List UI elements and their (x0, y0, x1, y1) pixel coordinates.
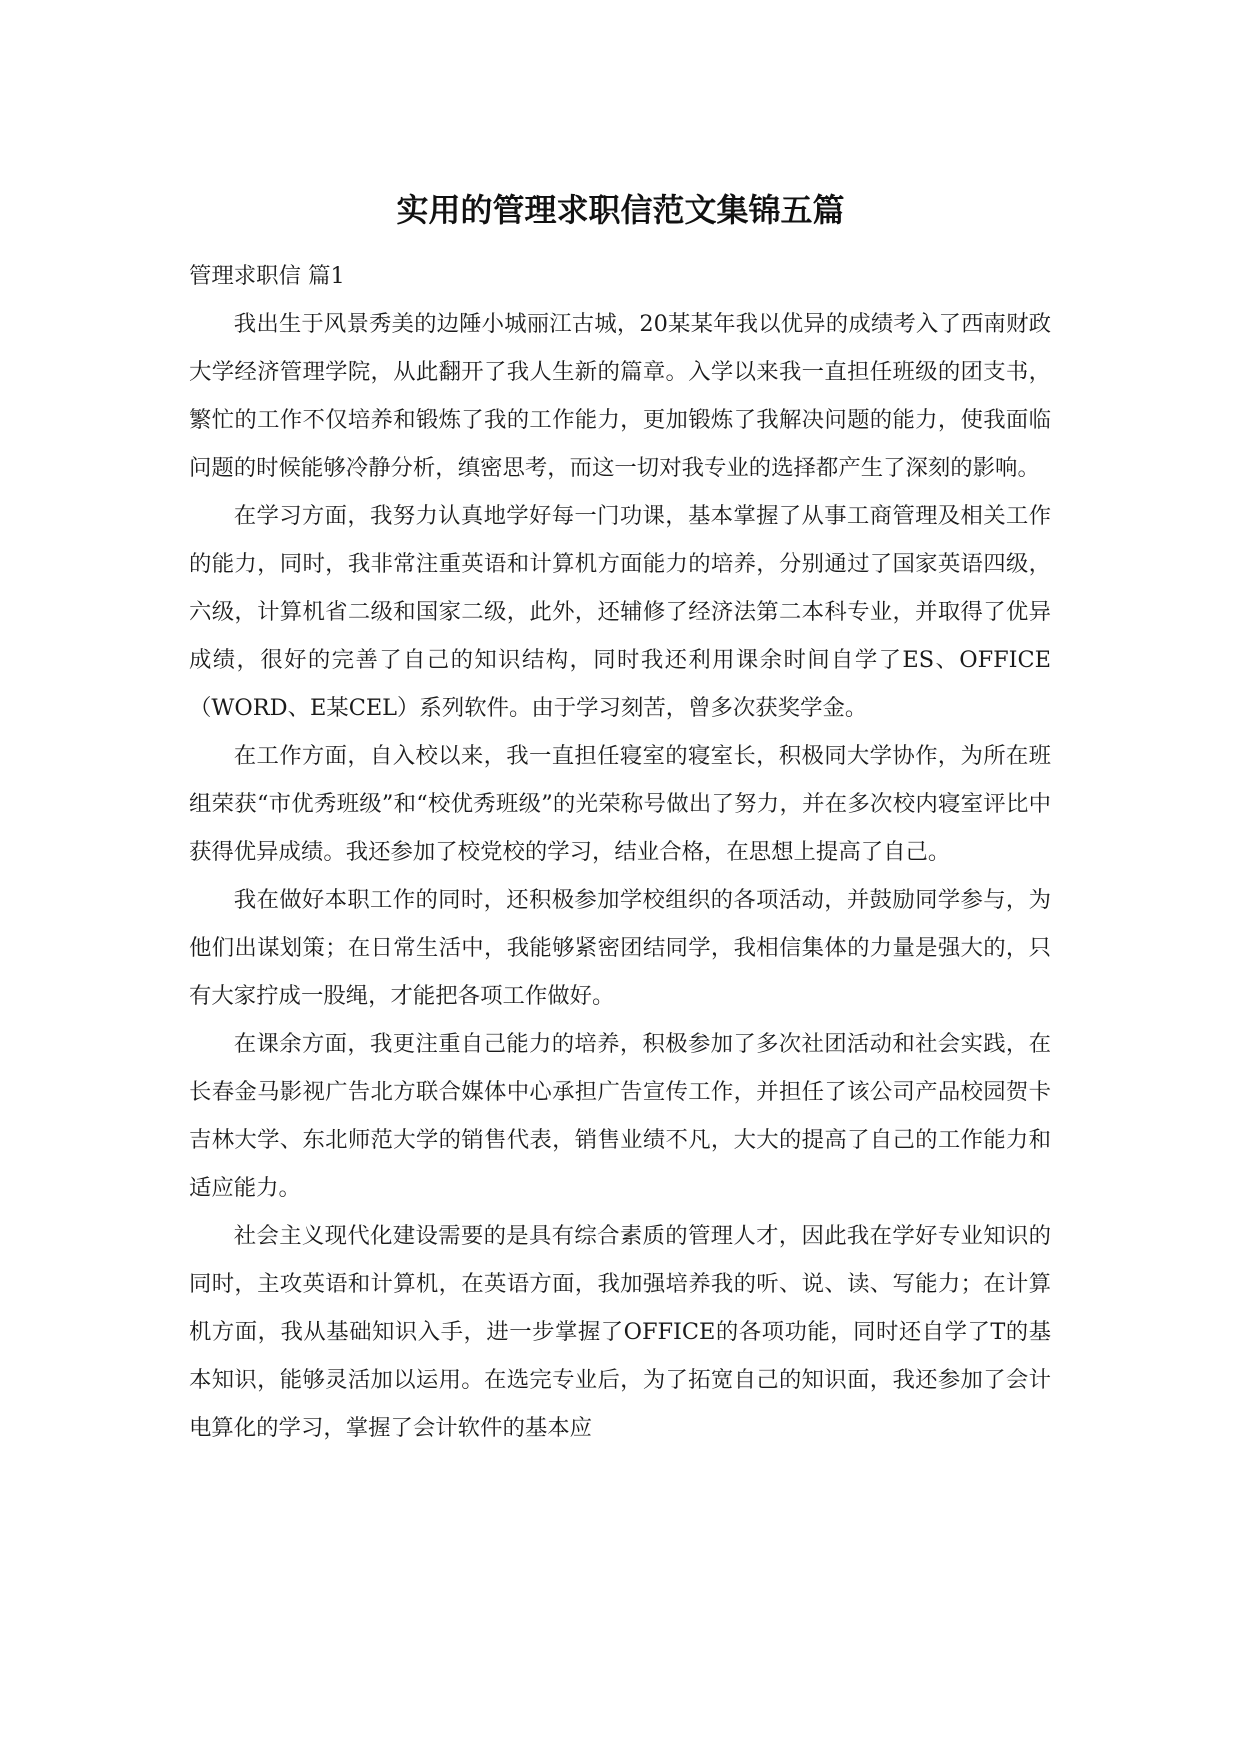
paragraph-1: 我出生于风景秀美的边陲小城丽江古城，20某某年我以优异的成绩考入了西南财政大学经济管理学院，从此翻开了我人生新的篇章。入学以来我一直担任班级的团支书，繁忙的工作不仅培养和锻炼了我的工作能力，更加锻炼了我解决问题的能力，使我面临问题的时候能够冷静分析，缜密思考，而这一切对我专业的选择都产生了深刻的影响。 (189, 311, 1051, 481)
paragraph-5: 在课余方面，我更注重自己能力的培养，积极参加了多次社团活动和社会实践，在长春金马影视广告北方联合媒体中心承担广告宣传工作，并担任了该公司产品校园贺卡吉林大学、东北师范大学的销售代表，销售业绩不凡，大大的提高了自己的工作能力和适应能力。 (189, 1031, 1051, 1201)
document-title: 实用的管理求职信范文集锦五篇 (396, 191, 845, 229)
paragraph-2: 在学习方面，我努力认真地学好每一门功课，基本掌握了从事工商管理及相关工作的能力，同时，我非常注重英语和计算机方面能力的培养，分别通过了国家英语四级，六级，计算机省二级和国家二级，此外，还辅修了经济法第二本科专业，并取得了优异成绩，很好的完善了自己的知识结构，同时我还利用课余时间自学了ES、OFFICE（WORD、E某CEL）系列软件。由于学习刻苦，曾多次获奖学金。 (189, 503, 1051, 721)
paragraph-3: 在工作方面，自入校以来，我一直担任寝室的寝室长，积极同大学协作，为所在班组荣获“市优秀班级”和“校优秀班级”的光荣称号做出了努力，并在多次校内寝室评比中获得优异成绩。我还参加了校党校的学习，结业合格，在思想上提高了自己。 (189, 743, 1051, 865)
section-heading: 管理求职信 篇1 (189, 263, 345, 289)
paragraph-6: 社会主义现代化建设需要的是具有综合素质的管理人才，因此我在学好专业知识的同时，主攻英语和计算机，在英语方面，我加强培养我的听、说、读、写能力；在计算机方面，我从基础知识入手，进一步掌握了OFFICE的各项功能，同时还自学了T的基本知识，能够灵活加以运用。在选完专业后，为了拓宽自己的知识面，我还参加了会计电算化的学习，掌握了会计软件的基本应 (189, 1223, 1051, 1441)
paragraph-4: 我在做好本职工作的同时，还积极参加学校组织的各项活动，并鼓励同学参与，为他们出谋划策；在日常生活中，我能够紧密团结同学，我相信集体的力量是强大的，只有大家拧成一股绳，才能把各项工作做好。 (189, 887, 1051, 1009)
document-body (189, 252, 1051, 1452)
